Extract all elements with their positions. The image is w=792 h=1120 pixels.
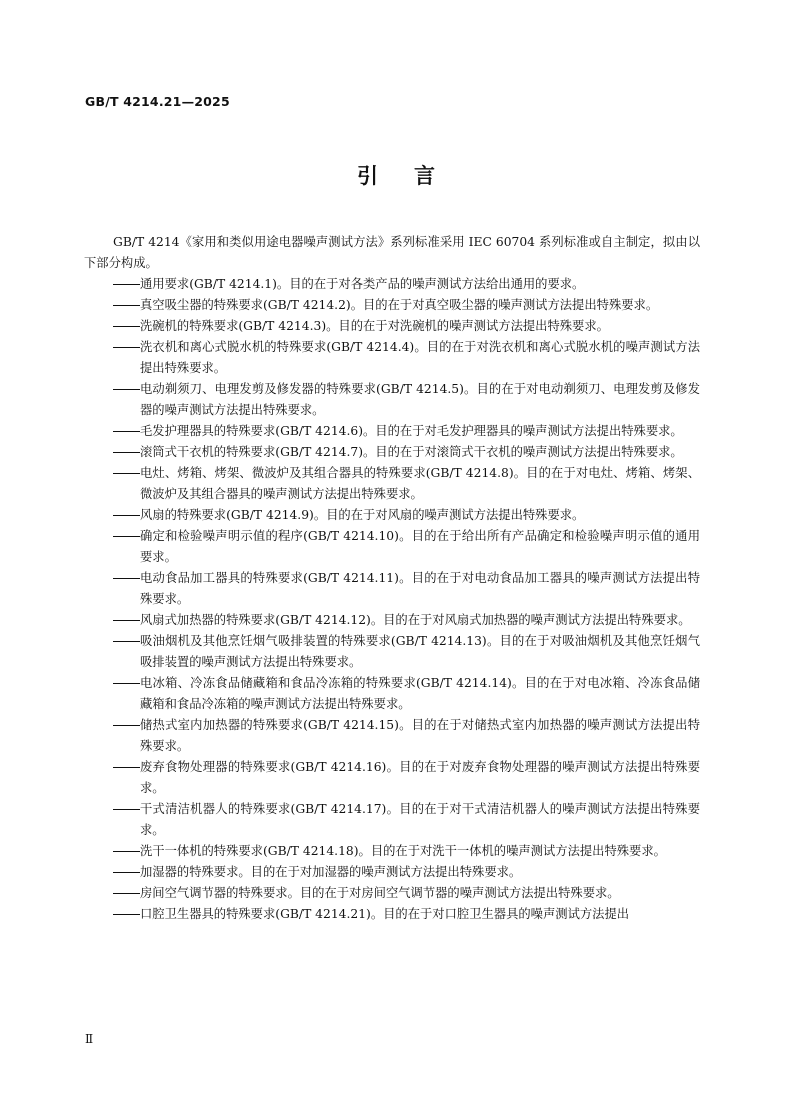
part-list [84, 274, 700, 925]
list-item-text: 风扇式加热器的特殊要求(GB/T 4214.12)。目的在于对风扇式加热器的噪声测试方法提出特殊要求。 [140, 613, 691, 627]
list-item-text: 洗衣机和离心式脱水机的特殊要求(GB/T 4214.4)。目的在于对洗衣机和离心式脱水机的噪声测试方法提出特殊要求。 [140, 340, 700, 375]
list-item [84, 337, 700, 379]
em-dash-marker [113, 347, 140, 348]
em-dash-marker [113, 683, 140, 684]
em-dash-marker [113, 725, 140, 726]
list-item-text: 房间空气调节器的特殊要求。目的在于对房间空气调节器的噪声测试方法提出特殊要求。 [140, 886, 620, 900]
list-item [84, 274, 700, 295]
list-item [84, 904, 700, 925]
em-dash-marker [113, 641, 140, 642]
page-title: 引言 [357, 164, 471, 188]
list-item [84, 610, 700, 631]
list-item-text: 电动食品加工器具的特殊要求(GB/T 4214.11)。目的在于对电动食品加工器具的噪声测试方法提出特殊要求。 [140, 571, 700, 606]
em-dash-marker [113, 515, 140, 516]
list-item [84, 757, 700, 799]
list-item-text: 加湿器的特殊要求。目的在于对加湿器的噪声测试方法提出特殊要求。 [140, 865, 522, 879]
em-dash-marker [113, 284, 140, 285]
list-item [84, 295, 700, 316]
em-dash-marker [113, 536, 140, 537]
list-item-text: 滚筒式干衣机的特殊要求(GB/T 4214.7)。目的在于对滚筒式干衣机的噪声测试方法提出特殊要求。 [140, 445, 683, 459]
list-item [84, 316, 700, 337]
document-body [84, 232, 700, 925]
list-item [84, 442, 700, 463]
intro-paragraph: GB/T 4214《家用和类似用途电器噪声测试方法》系列标准采用 IEC 60704 系列标准或自主制定，拟由以下部分构成。 [84, 235, 700, 270]
em-dash-marker [113, 620, 140, 621]
list-item-text: 吸油烟机及其他烹饪烟气吸排装置的特殊要求(GB/T 4214.13)。目的在于对吸油烟机及其他烹饪烟气吸排装置的噪声测试方法提出特殊要求。 [140, 634, 700, 669]
list-item [84, 883, 700, 904]
em-dash-marker [113, 578, 140, 579]
em-dash-marker [113, 431, 140, 432]
list-item-text: 电冰箱、冷冻食品储藏箱和食品冷冻箱的特殊要求(GB/T 4214.14)。目的在于对电冰箱、冷冻食品储藏箱和食品冷冻箱的噪声测试方法提出特殊要求。 [140, 676, 700, 711]
list-item [84, 568, 700, 610]
em-dash-marker [113, 473, 140, 474]
list-item [84, 463, 700, 505]
list-item-text: 毛发护理器具的特殊要求(GB/T 4214.6)。目的在于对毛发护理器具的噪声测试方法提出特殊要求。 [140, 424, 683, 438]
list-item [84, 631, 700, 673]
em-dash-marker [113, 389, 140, 390]
em-dash-marker [113, 305, 140, 306]
list-item [84, 841, 700, 862]
list-item-text: 口腔卫生器具的特殊要求(GB/T 4214.21)。目的在于对口腔卫生器具的噪声测试方法提出 [140, 907, 630, 921]
list-item [84, 715, 700, 757]
list-item [84, 421, 700, 442]
em-dash-marker [113, 893, 140, 894]
em-dash-marker [113, 767, 140, 768]
list-item-text: 电动剃须刀、电理发剪及修发器的特殊要求(GB/T 4214.5)。目的在于对电动剃须刀、电理发剪及修发器的噪声测试方法提出特殊要求。 [140, 382, 700, 417]
page-number: Ⅱ [85, 1032, 94, 1046]
list-item-text: 储热式室内加热器的特殊要求(GB/T 4214.15)。目的在于对储热式室内加热器的噪声测试方法提出特殊要求。 [140, 718, 700, 753]
list-item-text: 通用要求(GB/T 4214.1)。目的在于对各类产品的噪声测试方法给出通用的要求。 [140, 277, 585, 291]
list-item-text: 电灶、烤箱、烤架、微波炉及其组合器具的特殊要求(GB/T 4214.8)。目的在于对电灶、烤箱、烤架、微波炉及其组合器具的噪声测试方法提出特殊要求。 [140, 466, 700, 501]
list-item-text: 风扇的特殊要求(GB/T 4214.9)。目的在于对风扇的噪声测试方法提出特殊要求。 [140, 508, 585, 522]
list-item [84, 379, 700, 421]
list-item [84, 526, 700, 568]
list-item-text: 干式清洁机器人的特殊要求(GB/T 4214.17)。目的在于对干式清洁机器人的噪声测试方法提出特殊要求。 [140, 802, 700, 837]
list-item-text: 洗碗机的特殊要求(GB/T 4214.3)。目的在于对洗碗机的噪声测试方法提出特殊要求。 [140, 319, 609, 333]
list-item [84, 862, 700, 883]
em-dash-marker [113, 809, 140, 810]
list-item [84, 673, 700, 715]
standard-code: GB/T 4214.21—2025 [85, 94, 230, 109]
list-item-text: 真空吸尘器的特殊要求(GB/T 4214.2)。目的在于对真空吸尘器的噪声测试方法提出特殊要求。 [140, 298, 659, 312]
list-item-text: 废弃食物处理器的特殊要求(GB/T 4214.16)。目的在于对废弃食物处理器的噪声测试方法提出特殊要求。 [140, 760, 700, 795]
list-item-text: 洗干一体机的特殊要求(GB/T 4214.18)。目的在于对洗干一体机的噪声测试方法提出特殊要求。 [140, 844, 666, 858]
em-dash-marker [113, 851, 140, 852]
em-dash-marker [113, 452, 140, 453]
em-dash-marker [113, 914, 140, 915]
list-item-text: 确定和检验噪声明示值的程序(GB/T 4214.10)。目的在于给出所有产品确定和检验噪声明示值的通用要求。 [140, 529, 700, 564]
list-item [84, 799, 700, 841]
em-dash-marker [113, 326, 140, 327]
list-item [84, 505, 700, 526]
em-dash-marker [113, 872, 140, 873]
